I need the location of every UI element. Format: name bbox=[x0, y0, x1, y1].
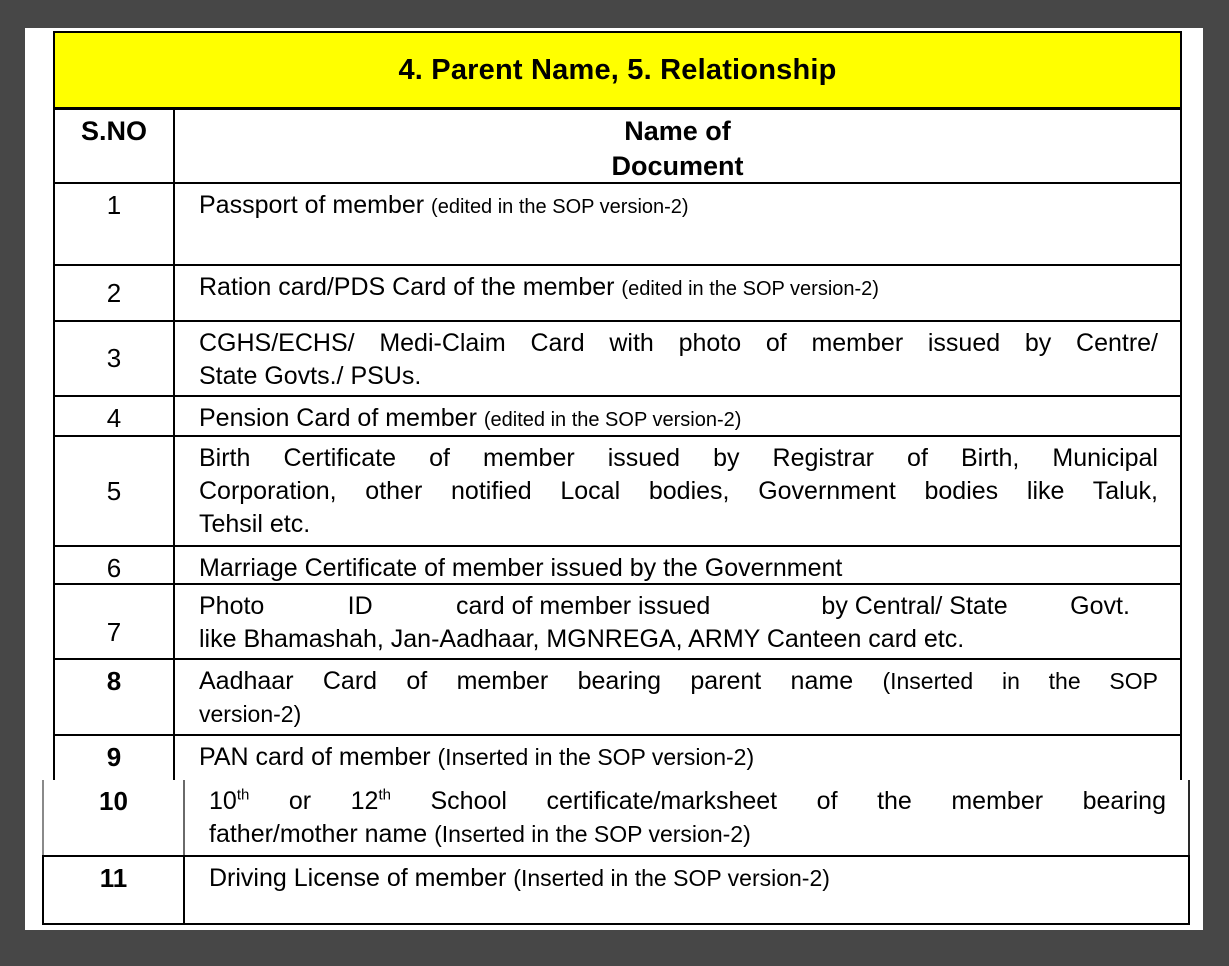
table-row bbox=[55, 266, 1180, 322]
row-text-segment: Tehsil etc. bbox=[199, 510, 311, 538]
document-page bbox=[25, 28, 1203, 930]
row-text-segment: (edited in the SOP version-2) bbox=[621, 278, 879, 300]
table-row bbox=[42, 855, 1190, 925]
row-document-name bbox=[175, 184, 1180, 264]
row-number bbox=[55, 397, 175, 435]
row-text-segment: version-2) bbox=[199, 701, 302, 727]
row-document-name bbox=[185, 780, 1188, 855]
row-number bbox=[55, 437, 175, 545]
row-number-value: 7 bbox=[106, 617, 122, 647]
row-text-segment: (Inserted in the SOP version-2) bbox=[437, 744, 755, 770]
row-text-line bbox=[199, 442, 1158, 475]
row-document-name bbox=[185, 857, 1188, 923]
row-text-segment: Photo ID card of member issued by Central/ State Govt. bbox=[199, 592, 1130, 620]
table-header-row bbox=[55, 110, 1180, 184]
row-text-segment: like Bhamashah, Jan-Aadhaar, MGNREGA, ARMY Canteen card etc. bbox=[199, 625, 965, 653]
row-text-segment: Pension Card of member bbox=[199, 404, 484, 432]
row-document-name bbox=[175, 437, 1180, 545]
row-text-line bbox=[199, 590, 1158, 623]
row-text-line bbox=[199, 327, 1158, 360]
table-row bbox=[55, 322, 1180, 397]
row-number bbox=[55, 322, 175, 395]
row-text-line bbox=[199, 402, 1158, 437]
row-text-segment: Marriage Certificate of member issued by the Government bbox=[199, 554, 843, 582]
row-text-segment: (edited in the SOP version-2) bbox=[431, 196, 689, 218]
row-text-segment: or 12 bbox=[249, 787, 379, 815]
header-doc-line2: Document bbox=[611, 151, 744, 181]
row-text-segment: father/mother name bbox=[209, 820, 435, 848]
row-text-segment: Birth Certificate of member issued by Registrar of Birth, Municipal bbox=[199, 444, 1158, 472]
table-row bbox=[55, 660, 1180, 736]
section-title-banner bbox=[55, 33, 1180, 110]
section-title: 4. Parent Name, 5. Relationship bbox=[398, 53, 837, 86]
row-number bbox=[55, 266, 175, 320]
row-number-value: 10 bbox=[99, 786, 128, 816]
row-number bbox=[44, 857, 185, 923]
row-text-line bbox=[199, 189, 1158, 224]
row-text-line bbox=[199, 508, 1158, 541]
row-number bbox=[55, 736, 175, 781]
row-document-name bbox=[175, 736, 1180, 781]
row-text-line bbox=[199, 741, 1158, 774]
row-number-value: 8 bbox=[106, 666, 122, 696]
table-row bbox=[55, 736, 1180, 783]
table-row bbox=[42, 780, 1190, 855]
row-text-line bbox=[209, 785, 1166, 818]
row-number bbox=[55, 660, 175, 734]
row-number-value: 4 bbox=[106, 403, 122, 433]
row-number-value: 3 bbox=[106, 343, 122, 373]
header-doc-line1: Name of bbox=[624, 116, 731, 146]
superscript-text: th bbox=[378, 786, 391, 804]
row-text-segment: CGHS/ECHS/ Medi-Claim Card with photo of member issued by Centre/ bbox=[199, 329, 1158, 357]
row-document-name bbox=[175, 266, 1180, 320]
row-text-segment: Passport of member bbox=[199, 191, 432, 219]
header-sno bbox=[55, 110, 175, 182]
row-document-name bbox=[175, 585, 1180, 658]
row-text-segment: Corporation, other notified Local bodies, Government bodies like Taluk, bbox=[199, 477, 1158, 505]
table-row bbox=[55, 184, 1180, 266]
document-table bbox=[53, 31, 1182, 785]
row-number-value: 6 bbox=[106, 553, 122, 583]
row-text-line bbox=[199, 623, 1158, 656]
row-text-segment: State Govts./ PSUs. bbox=[199, 362, 422, 390]
row-document-name bbox=[175, 322, 1180, 395]
row-document-name bbox=[175, 397, 1180, 435]
table-row bbox=[55, 437, 1180, 547]
superscript-text: th bbox=[236, 786, 250, 804]
header-document-name bbox=[175, 110, 1180, 182]
row-number bbox=[44, 780, 185, 855]
row-number bbox=[55, 184, 175, 264]
row-text-line bbox=[209, 818, 1166, 851]
row-text-line bbox=[199, 360, 1158, 393]
row-document-name bbox=[175, 660, 1180, 734]
fragment-body bbox=[42, 780, 1190, 925]
row-text-line bbox=[199, 552, 1158, 585]
row-number-value: 1 bbox=[106, 190, 122, 220]
row-text-line bbox=[199, 271, 1158, 306]
row-number-value: 11 bbox=[99, 863, 128, 893]
table-body bbox=[55, 184, 1180, 783]
pasted-table-fragment bbox=[42, 780, 1190, 925]
table-row bbox=[55, 585, 1180, 660]
row-number-value: 2 bbox=[106, 277, 122, 308]
header-sno-label: S.NO bbox=[80, 116, 147, 146]
row-number-value: 9 bbox=[106, 742, 122, 772]
table-row bbox=[55, 397, 1180, 437]
row-text-segment: (Inserted in the SOP bbox=[882, 668, 1158, 694]
row-document-name bbox=[175, 547, 1180, 583]
row-text-segment: Aadhaar Card of member bearing parent name bbox=[199, 667, 883, 695]
row-text-line bbox=[199, 698, 1158, 731]
row-number-value: 5 bbox=[106, 475, 122, 506]
row-text-segment: (edited in the SOP version-2) bbox=[483, 409, 742, 431]
row-number bbox=[55, 547, 175, 583]
row-text-segment: School certificate/marksheet of the member bearing bbox=[390, 787, 1166, 815]
row-text-segment: (Inserted in the SOP version-2) bbox=[513, 865, 830, 891]
table-row bbox=[55, 547, 1180, 585]
row-text-segment: 10 bbox=[209, 787, 237, 815]
row-text-segment: (Inserted in the SOP version-2) bbox=[434, 821, 751, 847]
row-text-segment: Driving License of member bbox=[209, 864, 514, 892]
row-text-line bbox=[199, 665, 1158, 698]
row-text-segment: PAN card of member bbox=[199, 743, 438, 771]
row-text-line bbox=[199, 475, 1158, 508]
row-text-segment: Ration card/PDS Card of the member bbox=[199, 273, 622, 301]
row-text-line bbox=[209, 862, 1166, 895]
row-number bbox=[55, 585, 175, 658]
